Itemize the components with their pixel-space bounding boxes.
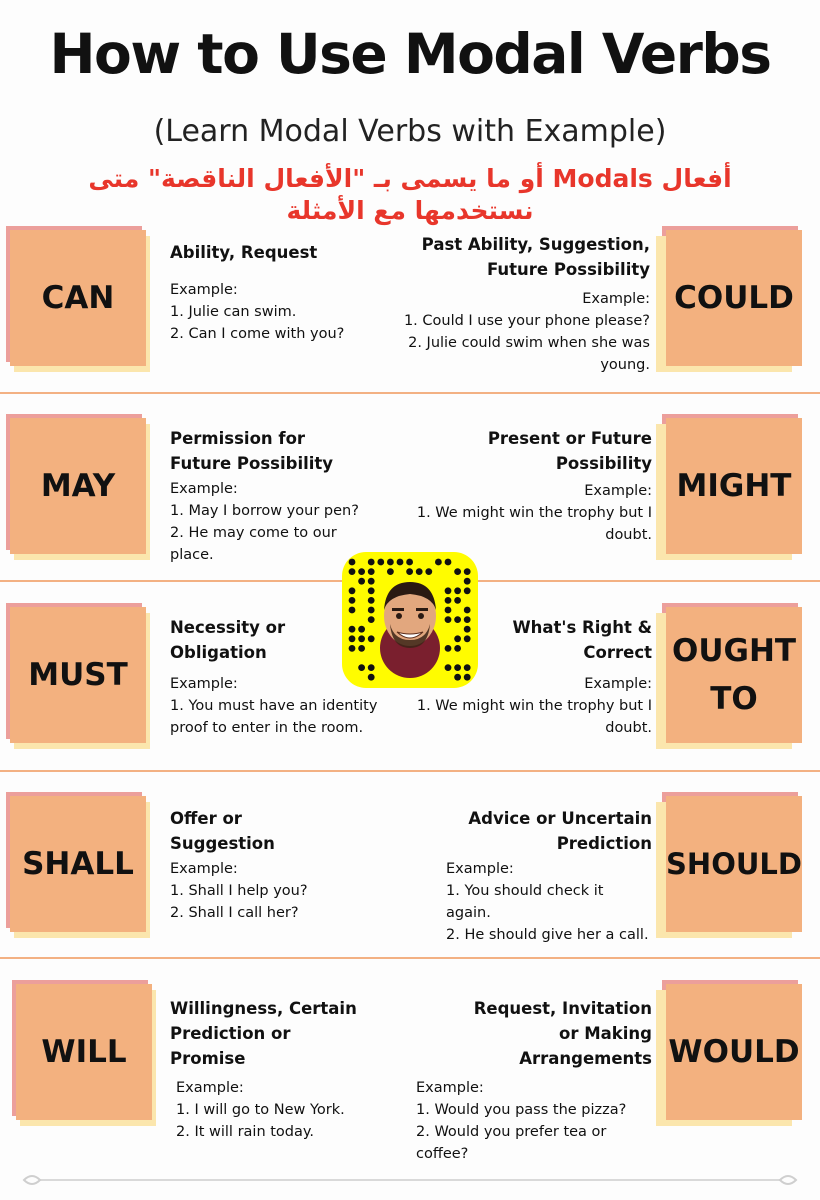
snapcode-dot	[445, 607, 452, 614]
row-divider	[0, 957, 820, 959]
usage-can	[170, 240, 410, 345]
snapcode-dot	[358, 578, 365, 585]
snapcode-dot	[397, 559, 404, 566]
example-line: doubt.	[605, 527, 652, 543]
example-line: 2. Julie could swim when she was	[408, 335, 650, 351]
verb-label: CAN	[10, 230, 146, 366]
verb-label: MAY	[10, 418, 146, 554]
snapcode-dot	[454, 645, 461, 652]
example-line: 2. Can I come with you?	[170, 326, 345, 342]
snapcode-dot	[464, 664, 471, 671]
snapcode-bitmoji-icon	[342, 552, 478, 688]
snapcode-dot	[387, 559, 394, 566]
usage-heading: Willingness, Certain	[170, 999, 357, 1018]
row-divider	[0, 770, 820, 772]
snapcode-dot	[349, 559, 356, 566]
snapcode-dot	[368, 607, 375, 614]
usage-heading: Prediction or	[170, 1024, 291, 1043]
example-line: 1. You must have an identity	[170, 698, 378, 714]
example-line: 2. He may come to our	[170, 525, 337, 541]
verb-card-will	[12, 980, 152, 1120]
example-line: 1. May I borrow your pen?	[170, 503, 359, 519]
snapcode-dot	[358, 635, 365, 642]
snapcode-dot	[368, 597, 375, 604]
usage-might	[400, 426, 652, 546]
usage-heading: or Making	[559, 1024, 652, 1043]
verb-label	[666, 607, 802, 743]
snapcode-dot	[445, 645, 452, 652]
snapcode-dot	[358, 626, 365, 633]
usage-heading: Prediction	[556, 834, 652, 853]
usage-heading: Obligation	[170, 643, 267, 662]
verb-card-can	[6, 226, 146, 366]
snapcode-dot	[464, 674, 471, 681]
snapcode-dot	[349, 645, 356, 652]
example-label: Example:	[170, 481, 238, 497]
snapcode-dot	[358, 645, 365, 652]
usage-would	[416, 996, 652, 1165]
verb-label: MUST	[10, 607, 146, 743]
snapcode-dot	[368, 587, 375, 594]
snapcode-dot	[349, 568, 356, 575]
page-title: How to Use Modal Verbs	[49, 22, 771, 86]
example-line: 1. Could I use your phone please?	[403, 313, 650, 329]
usage-may	[170, 426, 410, 566]
snapcode-dot	[445, 559, 452, 566]
snapcode-dot	[454, 568, 461, 575]
example-line: young.	[600, 357, 650, 373]
verb-label: WILL	[16, 984, 152, 1120]
snapcode-dot	[349, 597, 356, 604]
snapcode-dot	[454, 587, 461, 594]
snapcode-dot	[445, 664, 452, 671]
snapcode-dot	[464, 587, 471, 594]
snapcode-dot	[377, 559, 384, 566]
usage-heading: Possibility	[555, 454, 652, 473]
snapcode-dot	[406, 559, 413, 566]
snapcode-dot	[387, 568, 394, 575]
example-label: Example:	[584, 483, 652, 499]
example-line: 1. You should check it again.	[446, 883, 604, 921]
usage-heading: Future Possibility	[170, 454, 334, 473]
snapcode-dot	[368, 674, 375, 681]
page-subtitle: (Learn Modal Verbs with Example)	[153, 114, 667, 149]
snapcode-dot	[464, 607, 471, 614]
usage-heading: Past Ability, Suggestion,	[421, 235, 650, 254]
usage-heading: Future Possibility	[486, 260, 650, 279]
snapcode-dot	[416, 568, 423, 575]
usage-should	[446, 806, 652, 946]
verb-label-line: TO	[710, 681, 758, 717]
example-line: 2. It will rain today.	[176, 1124, 315, 1140]
example-label: Example:	[584, 676, 652, 692]
row-divider	[0, 392, 820, 394]
arabic-caption-line-2: نستخدمها مع الأمثلة	[286, 196, 534, 225]
usage-heading: Suggestion	[170, 834, 275, 853]
snapcode-dot	[368, 664, 375, 671]
verb-label: MIGHT	[666, 418, 802, 554]
snapcode-dot	[368, 568, 375, 575]
usage-heading: Promise	[170, 1049, 246, 1068]
example-label: Example:	[170, 282, 238, 298]
example-line: 1. Would you pass the pizza?	[416, 1102, 627, 1118]
verb-card-would	[662, 980, 802, 1120]
example-line: place.	[170, 547, 214, 563]
verb-card-might	[662, 414, 802, 554]
verb-label: WOULD	[666, 984, 802, 1120]
verb-card-may	[6, 414, 146, 554]
snapcode-dot	[425, 568, 432, 575]
usage-shall	[170, 806, 410, 924]
example-line: 1. We might win the trophy but I	[416, 505, 652, 521]
snapcode-dot	[464, 626, 471, 633]
usage-heading: Present or Future	[487, 429, 652, 448]
decorative-flourish	[20, 1170, 800, 1190]
example-label: Example:	[446, 861, 514, 877]
snapcode-dot	[358, 568, 365, 575]
snapcode-dot	[368, 635, 375, 642]
example-line: doubt.	[605, 720, 652, 736]
snapcode-dot	[368, 616, 375, 623]
snapcode-dot	[454, 664, 461, 671]
snapcode-dot	[445, 597, 452, 604]
verb-label: COULD	[666, 230, 802, 366]
snapcode-dot	[406, 568, 413, 575]
usage-heading: Permission for	[170, 429, 306, 448]
snapcode-dot	[435, 559, 442, 566]
snapcode-dot	[454, 674, 461, 681]
verb-label: SHOULD	[666, 796, 802, 932]
snapcode-dot	[454, 597, 461, 604]
arabic-caption-line-1: أفعال Modals أو ما يسمى بـ "الأفعال الناقصة" متى	[88, 164, 732, 193]
usage-could	[400, 232, 650, 376]
example-line: 1. I will go to New York.	[176, 1102, 345, 1118]
verb-card-could	[662, 226, 802, 366]
example-label: Example:	[416, 1080, 484, 1096]
verb-label-line: OUGHT	[671, 633, 797, 669]
example-label: Example:	[176, 1080, 244, 1096]
usage-heading: Offer or	[170, 809, 242, 828]
snapcode-dot	[349, 607, 356, 614]
snapcode-dot	[368, 578, 375, 585]
example-line: 1. Julie can swim.	[170, 304, 297, 320]
snapcode-dot	[464, 616, 471, 623]
example-line: 2. Shall I call her?	[170, 905, 299, 921]
snapcode-dot	[445, 587, 452, 594]
snapcode-pattern	[342, 552, 478, 688]
example-line: 1. Shall I help you?	[170, 883, 308, 899]
usage-heading: Advice or Uncertain	[468, 809, 652, 828]
example-line: 1. We might win the trophy but I	[416, 698, 652, 714]
snapcode-dot	[349, 635, 356, 642]
usage-heading: Correct	[583, 643, 652, 662]
verb-card-shall	[6, 792, 146, 932]
usage-heading: Necessity or	[170, 618, 286, 637]
snapcode-dot	[454, 616, 461, 623]
verb-card-should	[662, 792, 802, 932]
usage-will	[170, 996, 410, 1143]
snapcode-dot	[454, 635, 461, 642]
snapcode-dot	[349, 587, 356, 594]
example-label: Example:	[170, 676, 238, 692]
example-line: 2. Would you prefer tea or coffee?	[416, 1124, 607, 1162]
verb-card-ought-to	[662, 603, 802, 743]
example-label: Example:	[170, 861, 238, 877]
snapcode-dot	[358, 664, 365, 671]
verb-label: SHALL	[10, 796, 146, 932]
usage-heading: Request, Invitation	[473, 999, 652, 1018]
snapcode-dot	[349, 626, 356, 633]
snapcode-dot	[464, 568, 471, 575]
verb-card-must	[6, 603, 146, 743]
usage-heading: Arrangements	[519, 1049, 652, 1068]
example-label: Example:	[582, 291, 650, 307]
snapcode-dot	[368, 559, 375, 566]
example-line: 2. He should give her a call.	[446, 927, 649, 943]
usage-heading: Ability, Request	[170, 243, 318, 262]
snapcode-dot	[445, 616, 452, 623]
usage-heading: What's Right &	[512, 618, 652, 637]
snapcode-dot	[464, 578, 471, 585]
example-line: proof to enter in the room.	[170, 720, 364, 736]
snapcode-dot	[464, 635, 471, 642]
